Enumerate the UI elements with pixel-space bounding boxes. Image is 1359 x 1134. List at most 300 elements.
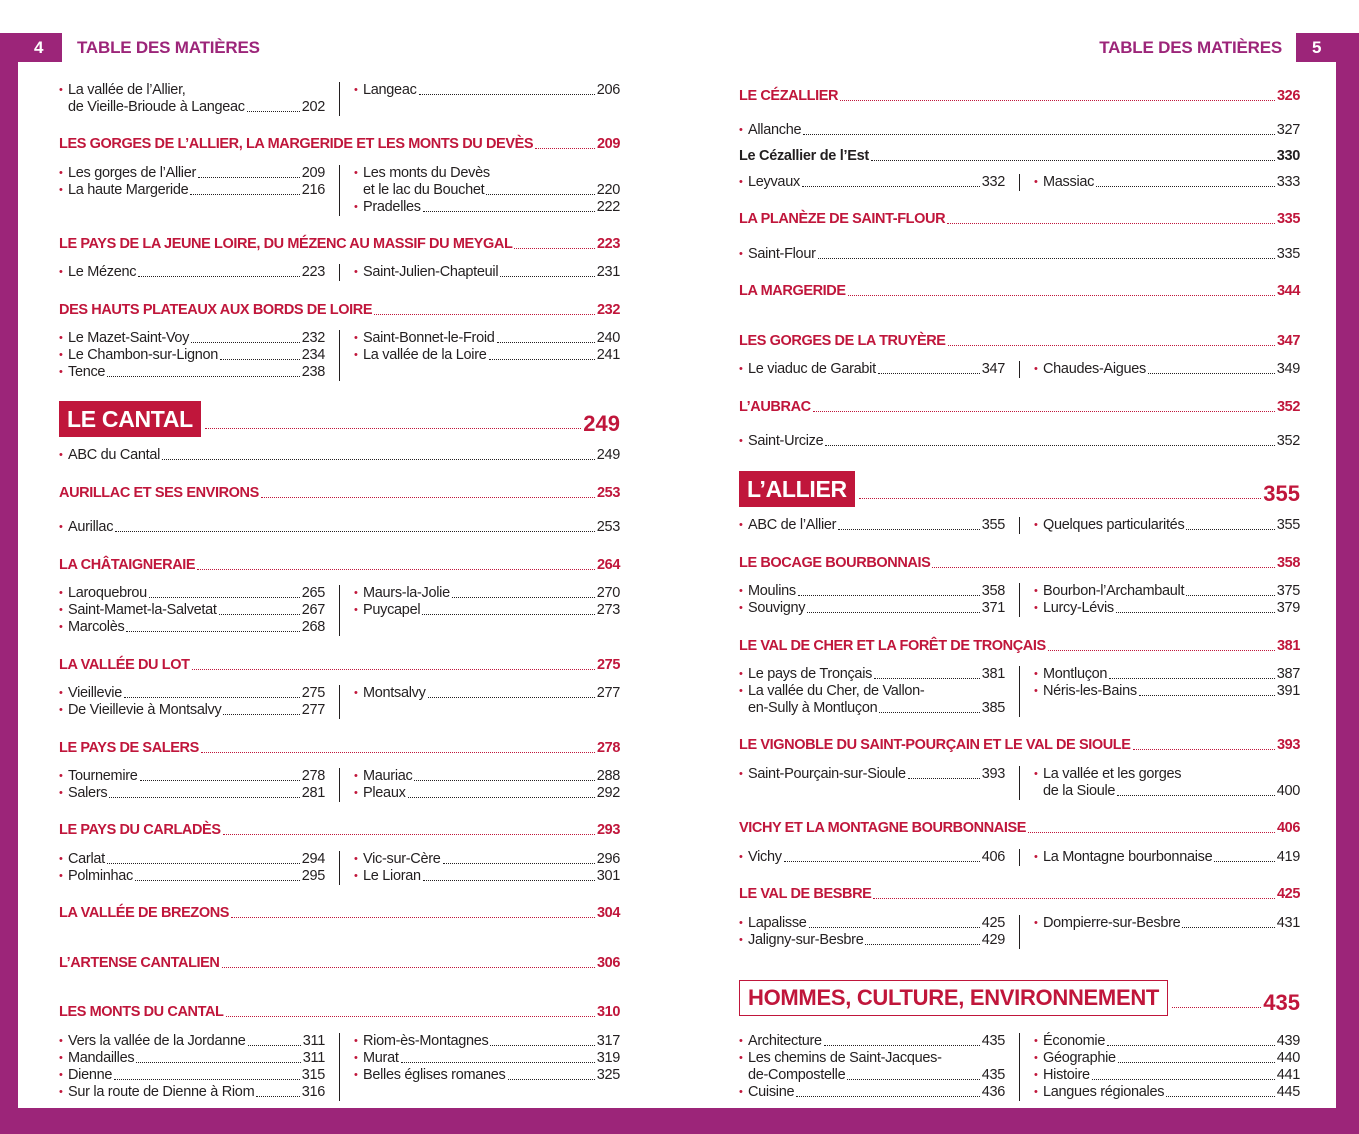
dot-leader — [947, 223, 1275, 224]
bullet-icon: • — [739, 917, 743, 929]
entry-list — [739, 122, 1300, 139]
toc-entry[interactable] — [1034, 1050, 1300, 1067]
toc-entry[interactable] — [739, 683, 1005, 717]
dot-leader — [818, 258, 1275, 259]
dot-leader — [261, 497, 595, 498]
toc-entry[interactable] — [1034, 361, 1300, 378]
toc-entry[interactable] — [59, 264, 325, 281]
dot-leader — [798, 595, 980, 596]
entry-text: Le Mézenc — [68, 264, 137, 280]
entry-column-right — [354, 165, 620, 216]
entry-text: Saint-Pourçain-sur-Sioule — [748, 766, 906, 782]
toc-entry-line — [739, 433, 1300, 450]
section-page-number: 264 — [597, 557, 620, 573]
bullet-icon: • — [59, 167, 63, 179]
dot-leader — [1139, 695, 1275, 696]
toc-entry-line — [354, 165, 620, 182]
toc-entry-line — [1034, 1050, 1300, 1067]
page-number-right: 5 — [1312, 38, 1322, 57]
toc-entry-line — [59, 768, 325, 785]
dot-leader — [256, 1096, 299, 1097]
toc-entry-line — [354, 182, 620, 199]
toc-entry[interactable] — [1034, 583, 1300, 600]
dot-leader — [1186, 529, 1274, 530]
toc-entry[interactable] — [59, 868, 325, 885]
bullet-icon: • — [1034, 917, 1038, 929]
entry-columns — [739, 915, 1300, 949]
dot-leader — [497, 342, 595, 343]
chapter-heading[interactable] — [739, 471, 1300, 507]
toc-entry-line — [739, 683, 1005, 700]
toc-entry[interactable] — [59, 685, 325, 702]
entry-text: Tence — [68, 364, 106, 380]
toc-entry-line — [59, 602, 325, 619]
section-title: LA VALLÉE DE BREZONS — [59, 905, 230, 921]
bullet-icon: • — [59, 621, 63, 633]
section-heading[interactable] — [59, 484, 620, 502]
toc-entry[interactable] — [354, 82, 620, 99]
toc-entry[interactable] — [354, 330, 620, 347]
bullet-icon: • — [354, 870, 358, 882]
entry-text: Laroquebrou — [68, 585, 147, 601]
bullet-icon: • — [739, 851, 743, 863]
entry-column-left — [59, 768, 325, 802]
entry-columns — [59, 685, 620, 719]
toc-entry-line — [59, 264, 325, 281]
toc-entry[interactable] — [59, 165, 325, 182]
entry-text: Maurs-la-Jolie — [363, 585, 450, 601]
toc-entry-line — [739, 1050, 1005, 1067]
dot-leader — [838, 529, 980, 530]
entry-text: Lapalisse — [748, 915, 807, 931]
toc-entry[interactable] — [739, 600, 1005, 617]
toc-entry-line — [739, 246, 1300, 263]
subsection-title: Le Cézallier de l’Est — [739, 148, 869, 164]
entry-column-left — [59, 330, 325, 381]
dot-leader — [908, 778, 980, 779]
dot-leader — [419, 94, 595, 95]
bullet-icon: • — [59, 704, 63, 716]
entry-page-number: 435 — [981, 1033, 1005, 1049]
entry-text: De Vieillevie à Montsalvy — [68, 702, 222, 718]
entry-columns — [739, 1033, 1300, 1101]
entry-column-right — [1034, 915, 1300, 949]
entry-column-left — [59, 685, 325, 719]
section-heading[interactable] — [59, 301, 620, 319]
section-page-number: 406 — [1277, 820, 1300, 836]
toc-entry[interactable] — [739, 583, 1005, 600]
toc-entry[interactable] — [59, 364, 325, 381]
column-divider — [1019, 583, 1020, 617]
section-page-number: 275 — [597, 657, 620, 673]
toc-entry-line — [354, 851, 620, 868]
toc-entry-line — [739, 849, 1005, 866]
chapter-title: HOMMES, CULTURE, ENVIRONNEMENT — [739, 980, 1168, 1016]
toc-entry-line — [1034, 174, 1300, 191]
entry-text: Sur la route de Dienne à Riom — [68, 1084, 255, 1100]
toc-entry[interactable] — [354, 1050, 620, 1067]
dot-leader — [107, 376, 300, 377]
toc-entry[interactable] — [1034, 849, 1300, 866]
entry-page-number: 281 — [301, 785, 325, 801]
entry-page-number: 333 — [1276, 174, 1300, 190]
entry-column-left — [739, 174, 1005, 191]
bullet-icon: • — [59, 604, 63, 616]
toc-entry[interactable] — [354, 768, 620, 785]
entry-page-number: 355 — [1276, 517, 1300, 533]
subsection-heading[interactable] — [739, 147, 1300, 165]
dot-leader — [1172, 1007, 1261, 1008]
entry-text: Riom-ès-Montagnes — [363, 1033, 489, 1049]
toc-entry-line — [354, 199, 620, 216]
entry-text: Polminhac — [68, 868, 133, 884]
toc-entry[interactable] — [1034, 666, 1300, 683]
entry-columns — [59, 330, 620, 381]
entry-page-number: 391 — [1276, 683, 1300, 699]
entry-page-number: 371 — [981, 600, 1005, 616]
toc-entry-line — [1034, 666, 1300, 683]
entry-text: Le pays de Tronçais — [748, 666, 873, 682]
bullet-icon: • — [739, 124, 743, 136]
toc-entry[interactable] — [1034, 174, 1300, 191]
dot-leader — [191, 342, 300, 343]
entry-text: Jaligny-sur-Besbre — [748, 932, 864, 948]
toc-entry[interactable] — [354, 264, 620, 281]
entry-column-left — [739, 915, 1005, 949]
dot-leader — [848, 295, 1275, 296]
section-title: LE PAYS DE LA JEUNE LOIRE, DU MÉZENC AU MASSIF DU MEYGAL — [59, 236, 513, 252]
running-head-right: TABLE DES MATIÈRES — [1099, 38, 1282, 57]
right-page-frame — [1336, 33, 1359, 1134]
toc-entry[interactable] — [59, 702, 325, 719]
toc-entry[interactable] — [59, 1084, 325, 1101]
toc-entry[interactable] — [739, 122, 1300, 139]
section-heading[interactable] — [739, 637, 1300, 655]
entry-column — [739, 246, 1300, 263]
entry-text: La vallée et les gorges — [1043, 766, 1182, 782]
toc-entry[interactable] — [354, 1067, 620, 1084]
toc-entry[interactable] — [354, 199, 620, 216]
toc-entry[interactable] — [354, 585, 620, 602]
section-heading[interactable] — [59, 235, 620, 253]
toc-entry[interactable] — [354, 785, 620, 802]
entry-page-number: 355 — [981, 517, 1005, 533]
entry-text: Moulins — [748, 583, 796, 599]
toc-entry[interactable] — [739, 361, 1005, 378]
toc-entry-line — [59, 585, 325, 602]
toc-entry-line — [354, 868, 620, 885]
dot-leader — [1048, 650, 1275, 651]
bullet-icon: • — [1034, 1069, 1038, 1081]
entry-text: Souvigny — [748, 600, 806, 616]
toc-entry[interactable] — [739, 1050, 1005, 1084]
toc-entry[interactable] — [354, 851, 620, 868]
entry-column-left — [59, 165, 325, 216]
bullet-icon: • — [1034, 685, 1038, 697]
toc-entry-line — [59, 182, 325, 199]
entry-text: Mauriac — [363, 768, 413, 784]
entry-page-number: 316 — [301, 1084, 325, 1100]
column-divider — [339, 82, 340, 116]
toc-entry[interactable] — [1034, 1084, 1300, 1101]
section-page-number: 253 — [597, 485, 620, 501]
entry-column-left — [59, 264, 325, 281]
bullet-icon: • — [59, 1069, 63, 1081]
entry-page-number: 294 — [301, 851, 325, 867]
toc-entry-line — [59, 347, 325, 364]
toc-entry[interactable] — [59, 82, 325, 116]
section-heading[interactable] — [59, 821, 620, 839]
toc-entry-line — [59, 1084, 325, 1101]
dot-leader — [248, 1045, 301, 1046]
toc-entry[interactable] — [739, 932, 1005, 949]
dot-leader — [149, 597, 300, 598]
section-heading[interactable] — [739, 885, 1300, 903]
section-heading[interactable] — [59, 656, 620, 674]
toc-entry[interactable] — [354, 602, 620, 619]
bullet-icon: • — [1034, 1035, 1038, 1047]
dot-leader — [514, 248, 595, 249]
bullet-icon: • — [59, 870, 63, 882]
toc-entry[interactable] — [59, 330, 325, 347]
entry-text: La haute Margeride — [68, 182, 189, 198]
entry-page-number: 249 — [596, 447, 620, 463]
dot-leader — [126, 631, 299, 632]
dot-leader — [865, 944, 979, 945]
column-divider — [1019, 766, 1020, 800]
toc-entry[interactable] — [59, 447, 620, 464]
subsection-page-number: 330 — [1276, 148, 1300, 164]
toc-entry[interactable] — [354, 1033, 620, 1050]
toc-entry[interactable] — [739, 433, 1300, 450]
entry-page-number: 209 — [301, 165, 325, 181]
dot-leader — [784, 861, 980, 862]
toc-entry-line — [59, 868, 325, 885]
section-heading[interactable] — [739, 332, 1300, 350]
dot-leader — [226, 1016, 595, 1017]
chapter-heading[interactable] — [739, 980, 1300, 1016]
bullet-icon: • — [1034, 519, 1038, 531]
column-divider — [339, 264, 340, 281]
dot-leader — [840, 100, 1275, 101]
toc-entry[interactable] — [739, 1084, 1005, 1101]
chapter-heading[interactable] — [59, 401, 620, 437]
entry-text: Tournemire — [68, 768, 138, 784]
bullet-icon: • — [59, 853, 63, 865]
entry-page-number: 325 — [596, 1067, 620, 1083]
toc-entry-line — [59, 364, 325, 381]
bullet-icon: • — [354, 332, 358, 344]
bullet-icon: • — [59, 332, 63, 344]
entry-page-number: 223 — [301, 264, 325, 280]
toc-entry-line — [739, 583, 1005, 600]
entry-column-right — [354, 685, 620, 719]
section-heading[interactable] — [739, 210, 1300, 228]
entry-column-left — [59, 851, 325, 885]
toc-entry[interactable] — [739, 174, 1005, 191]
toc-entry-line — [739, 517, 1005, 534]
dot-leader — [136, 1062, 300, 1063]
section-heading[interactable] — [739, 554, 1300, 572]
toc-entry-line — [1034, 600, 1300, 617]
section-page-number: 326 — [1277, 88, 1300, 104]
entry-list — [59, 447, 620, 464]
dot-leader — [802, 186, 980, 187]
toc-entry[interactable] — [354, 868, 620, 885]
toc-entry[interactable] — [59, 1033, 325, 1050]
toc-entry[interactable] — [354, 347, 620, 364]
bullet-icon: • — [59, 787, 63, 799]
entry-column-left — [739, 766, 1005, 800]
toc-entry[interactable] — [59, 585, 325, 602]
dot-leader — [803, 134, 1274, 135]
entry-text: Massiac — [1043, 174, 1095, 190]
entry-page-number: 406 — [981, 849, 1005, 865]
toc-entry[interactable] — [59, 519, 620, 536]
toc-entry[interactable] — [59, 182, 325, 199]
entry-columns — [59, 585, 620, 636]
section-title: LES GORGES DE LA TRUYÈRE — [739, 333, 946, 349]
dot-leader — [192, 669, 595, 670]
entry-text: Langues régionales — [1043, 1084, 1165, 1100]
toc-entry-line — [739, 1084, 1005, 1101]
entry-column-right — [1034, 1033, 1300, 1101]
toc-entry[interactable] — [354, 165, 620, 199]
dot-leader — [825, 445, 1274, 446]
section-heading[interactable] — [739, 736, 1300, 754]
toc-entry[interactable] — [59, 619, 325, 636]
section-heading[interactable] — [59, 954, 620, 972]
entry-columns — [739, 666, 1300, 717]
section-heading[interactable] — [59, 1003, 620, 1021]
dot-leader — [1096, 186, 1275, 187]
toc-entry[interactable] — [1034, 915, 1300, 932]
toc-entry-line — [739, 361, 1005, 378]
section-page-number: 293 — [597, 822, 620, 838]
toc-entry[interactable] — [1034, 1067, 1300, 1084]
entry-column-left — [739, 849, 1005, 866]
dot-leader — [408, 797, 595, 798]
section-heading[interactable] — [59, 739, 620, 757]
section-heading[interactable] — [739, 282, 1300, 300]
section-heading[interactable] — [59, 135, 620, 153]
entry-page-number: 220 — [596, 182, 620, 198]
toc-entry[interactable] — [739, 517, 1005, 534]
toc-entry[interactable] — [739, 849, 1005, 866]
column-divider — [1019, 915, 1020, 949]
toc-entry[interactable] — [739, 915, 1005, 932]
dot-leader — [247, 111, 300, 112]
toc-entry[interactable] — [1034, 1033, 1300, 1050]
toc-entry[interactable] — [1034, 517, 1300, 534]
toc-entry[interactable] — [59, 785, 325, 802]
bullet-icon: • — [59, 349, 63, 361]
column-divider — [1019, 517, 1020, 534]
toc-entry[interactable] — [739, 1033, 1005, 1050]
entry-page-number: 270 — [596, 585, 620, 601]
toc-entry[interactable] — [739, 766, 1005, 783]
bullet-icon: • — [739, 435, 743, 447]
entry-text: Vichy — [748, 849, 782, 865]
toc-entry-line — [354, 602, 620, 619]
section-page-number: 358 — [1277, 555, 1300, 571]
toc-entry[interactable] — [1034, 766, 1300, 800]
entry-page-number: 296 — [596, 851, 620, 867]
dot-leader — [1186, 595, 1275, 596]
toc-entry-line — [739, 932, 1005, 949]
entry-columns — [739, 174, 1300, 191]
bullet-icon: • — [1034, 851, 1038, 863]
entry-list — [739, 433, 1300, 450]
toc-entry-line — [59, 82, 325, 99]
entry-columns — [739, 849, 1300, 866]
toc-entry-line — [59, 619, 325, 636]
toc-entry[interactable] — [739, 666, 1005, 683]
entry-page-number: 292 — [596, 785, 620, 801]
entry-page-number: 431 — [1276, 915, 1300, 931]
section-title: LA PLANÈZE DE SAINT-FLOUR — [739, 211, 946, 227]
toc-entry-line — [1034, 1033, 1300, 1050]
section-heading[interactable] — [739, 398, 1300, 416]
toc-entry[interactable] — [59, 1050, 325, 1067]
section-heading[interactable] — [739, 87, 1300, 105]
entry-page-number: 381 — [981, 666, 1005, 682]
column-divider — [1019, 666, 1020, 717]
toc-entry[interactable] — [1034, 600, 1300, 617]
section-title: VICHY ET LA MONTAGNE BOURBONNAISE — [739, 820, 1027, 836]
section-title: LA CHÂTAIGNERAIE — [59, 557, 196, 573]
toc-entry[interactable] — [1034, 683, 1300, 700]
toc-entry-line — [1034, 683, 1300, 700]
entry-column-left — [739, 583, 1005, 617]
left-page-frame — [0, 33, 18, 1134]
toc-entry[interactable] — [59, 602, 325, 619]
entry-text: Les gorges de l’Allier — [68, 165, 196, 181]
toc-entry[interactable] — [354, 685, 620, 702]
dot-leader — [414, 780, 594, 781]
dot-leader — [1116, 612, 1275, 613]
entry-text: en-Sully à Montluçon — [748, 700, 878, 716]
section-heading[interactable] — [59, 904, 620, 922]
entry-page-number: 347 — [981, 361, 1005, 377]
dot-leader — [807, 612, 979, 613]
section-heading[interactable] — [739, 819, 1300, 837]
toc-entry[interactable] — [59, 768, 325, 785]
dot-leader — [198, 177, 300, 178]
entry-text: Vers la vallée de la Jordanne — [68, 1033, 246, 1049]
entry-text: Architecture — [748, 1033, 822, 1049]
entry-text: de Vieille-Brioude à Langeac — [68, 99, 245, 115]
section-page-number: 344 — [1277, 283, 1300, 299]
section-page-number: 335 — [1277, 211, 1300, 227]
entry-page-number: 436 — [981, 1084, 1005, 1100]
dot-leader — [197, 569, 595, 570]
dot-leader — [231, 917, 595, 918]
column-divider — [1019, 1033, 1020, 1101]
toc-entry[interactable] — [59, 347, 325, 364]
toc-entry[interactable] — [59, 851, 325, 868]
toc-entry[interactable] — [739, 246, 1300, 263]
entry-page-number: 441 — [1276, 1067, 1300, 1083]
section-heading[interactable] — [59, 556, 620, 574]
entry-text: Économie — [1043, 1033, 1106, 1049]
bullet-icon: • — [354, 787, 358, 799]
entry-page-number: 288 — [596, 768, 620, 784]
entry-page-number: 425 — [981, 915, 1005, 931]
bullet-icon: • — [354, 604, 358, 616]
toc-entry-line — [739, 1033, 1005, 1050]
toc-entry[interactable] — [59, 1067, 325, 1084]
